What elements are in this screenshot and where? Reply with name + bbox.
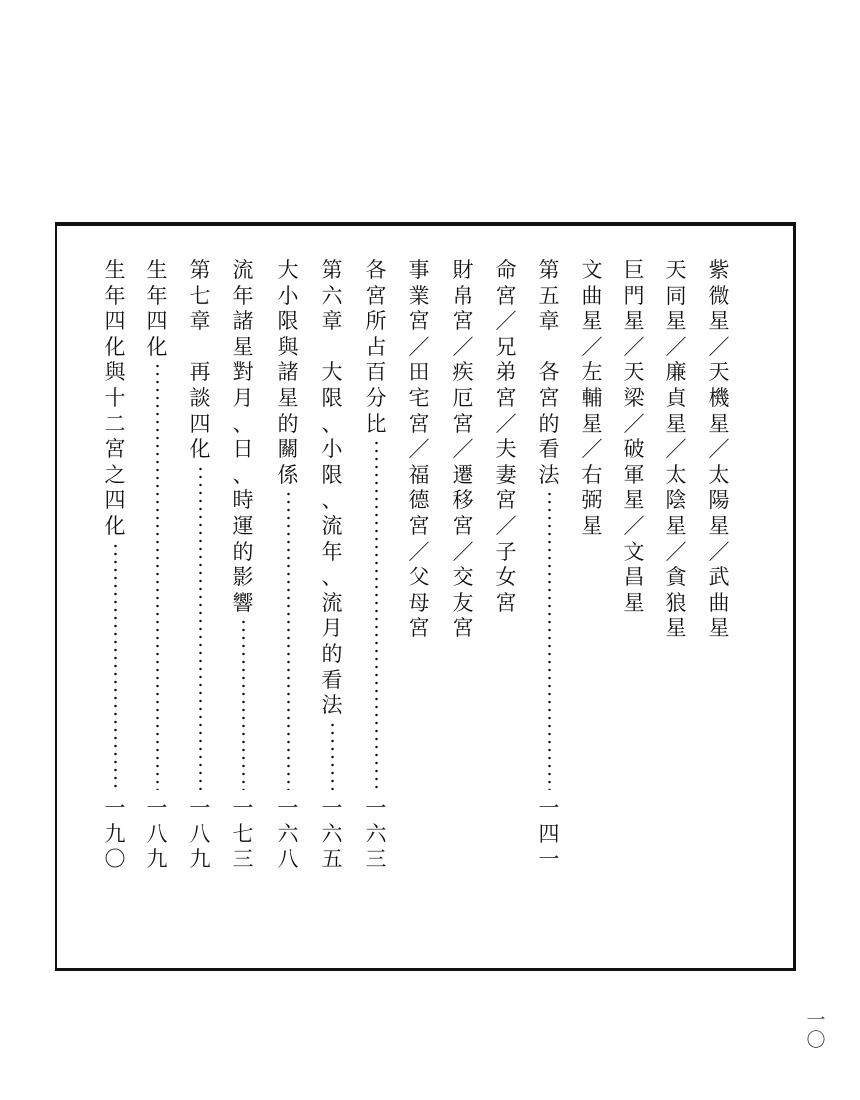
- toc-entry: 第 五 章 各 宮 的 看 法: [536, 258, 562, 790]
- leader-dots: [114, 542, 117, 790]
- toc-page-number: 一七三: [232, 796, 254, 872]
- toc-page-number: 一八九: [189, 796, 211, 872]
- leader-dots: [199, 465, 202, 790]
- toc-entry: 文 曲 星 ／ 左 輔 星 ／ 右 弼 星: [581, 258, 603, 538]
- toc-entry: 巨 門 星 ／ 天 梁 ／ 破 軍 星 ／ 文 昌 星: [623, 258, 645, 615]
- leader-dots: [156, 362, 159, 790]
- toc-entry: 生 年 四 化: [144, 258, 170, 790]
- leader-dots: [287, 490, 290, 790]
- toc-entry: 財 帛 宮 ／ 疾 厄 宮 ／ 遷 移 宮 ／ 交 友 宮: [452, 258, 474, 641]
- toc-entry: 第 七 章 再 談 四 化: [187, 258, 213, 790]
- toc-entry: 命 宮 ／ 兄 弟 宮 ／ 夫 妻 宮 ／ 子 女 宮: [495, 258, 517, 615]
- toc-entry: 天 同 星 ／ 廉 貞 星 ／ 太 陰 星 ／ 貪 狼 星: [665, 258, 687, 641]
- toc-page-number: 一八九: [146, 796, 168, 872]
- leader-dots: [242, 618, 245, 790]
- toc-entry: 第 六 章 大 限 、 小 限 、 流 年 、 流 月 的 看 法: [319, 258, 345, 790]
- page-folio: 一 〇: [806, 1009, 826, 1051]
- toc-page-number: 一六三: [365, 796, 387, 872]
- toc-entry: 流 年 諸 星 對 月 、 日 、 時 運 的 影 響: [230, 258, 256, 790]
- toc-entry: 生 年 四 化 與 十 二 宮 之 四 化: [102, 258, 128, 790]
- toc-page-number: 一六五: [321, 796, 343, 872]
- toc-entry: 各 宮 所 占 百 分 比: [363, 258, 389, 790]
- toc-page-number: 一四一: [538, 796, 560, 872]
- toc-page-number: 一九〇: [104, 796, 126, 872]
- leader-dots: [375, 439, 378, 790]
- toc-entry: 紫 微 星 ／ 天 機 星 ／ 太 陽 星 ／ 武 曲 星: [708, 258, 730, 641]
- toc-entry: 事 業 宮 ／ 田 宅 宮 ／ 福 德 宮 ／ 父 母 宮: [408, 258, 430, 641]
- leader-dots: [548, 490, 551, 790]
- toc-entry: 大 小 限 與 諸 星 的 關 係: [275, 258, 301, 790]
- toc-page-number: 一六八: [277, 796, 299, 872]
- leader-dots: [331, 721, 334, 790]
